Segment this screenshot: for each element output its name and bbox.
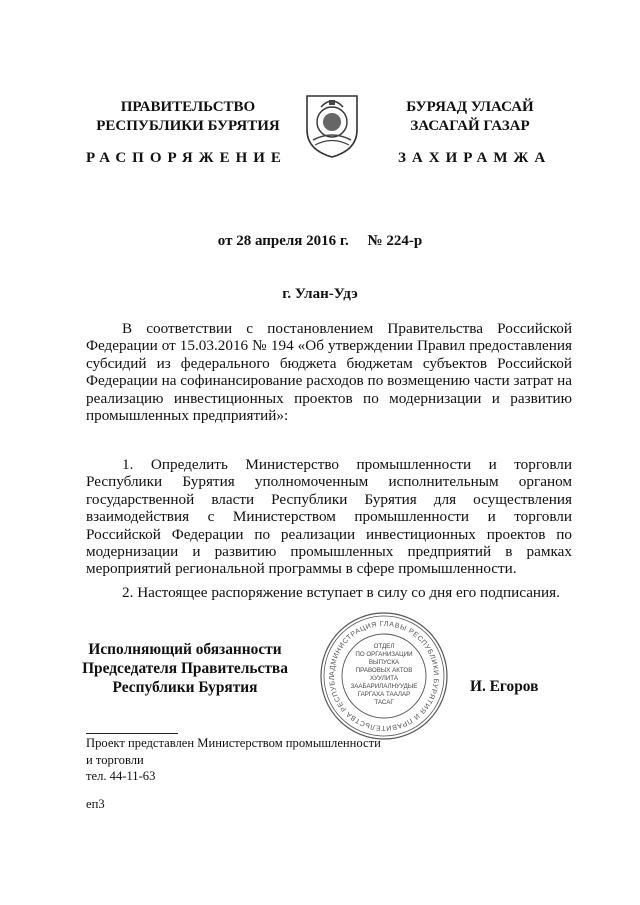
body-paragraph-1: В соответствии с постановлением Правительства Российской Федерации от 15.03.2016 № 194 «Об утверждении Правил предоставления субсидий из федерального бюджета бюджетам субъектов Российской Федерации на софинансирование расходов по возмещению части затрат на реализацию инвестиционных проектов по модернизации и развитию промышленных предприятий»: bbox=[86, 320, 572, 425]
footer-line3: тел. 44-11-63 bbox=[86, 769, 156, 783]
coat-of-arms-icon bbox=[299, 90, 365, 160]
header-bua-line1: БУРЯАД УЛАСАЙ bbox=[406, 99, 534, 115]
header-ru-line2: РЕСПУБЛИКИ БУРЯТИЯ bbox=[96, 118, 280, 134]
government-header-bua bbox=[385, 98, 555, 136]
stamp-line7: ГАРГАХА ТААЛАР bbox=[357, 691, 411, 698]
footer-note bbox=[86, 735, 381, 785]
date-number: от 28 апреля 2016 г. № 224-р bbox=[217, 233, 423, 249]
stamp-ring-text: АДМИНИСТРАЦИЯ ГЛАВЫ РЕСПУБЛИКИ БУРЯТИЯ И ПРАВИТЕЛЬСТВА РЕСПУБЛ bbox=[328, 620, 440, 732]
footer-divider bbox=[86, 733, 178, 734]
government-header-ru bbox=[78, 98, 298, 136]
body-paragraph-3: 2. Настоящее распоряжение вступает в силу со дня его подписания. bbox=[122, 584, 560, 601]
header-ru-line1: ПРАВИТЕЛЬСТВО bbox=[120, 99, 256, 115]
official-stamp bbox=[318, 610, 450, 742]
stamp-line3: ВЫПУСКА bbox=[368, 659, 400, 666]
footer-line2: и торговли bbox=[86, 752, 144, 767]
doc-type-ru: РАСПОРЯЖЕНИЕ bbox=[86, 150, 287, 166]
stamp-line8: ТАСАГ bbox=[374, 699, 394, 706]
body-paragraph-2: 1. Определить Министерство промышленности и торговли Республики Бурятия уполномоченным исполнительным органом государственной власти Республики Бурятия для осуществления взаимодействия с Министерством промышленности и торговли Российской Федерации по реализации инвестиционных проектов по модернизации и развитию промышленных предприятий в рамках мероприятий региональной программы в сфере промышленности. bbox=[86, 456, 572, 578]
stamp-line1: ОТДЕЛ bbox=[373, 643, 395, 650]
stamp-line6: ЗААБАРИЛАЛНУУДЫЕ bbox=[350, 683, 418, 690]
stamp-line4: ПРАВОВЫХ АКТОВ bbox=[355, 667, 413, 674]
signatory-title bbox=[70, 640, 300, 697]
stamp-line2: ПО ОРГАНИЗАЦИИ bbox=[355, 651, 413, 658]
signatory-title-line2: Председателя Правительства bbox=[82, 660, 288, 677]
header-bua-line2: ЗАСАГАЙ ГАЗАР bbox=[410, 118, 530, 134]
doc-type-bua: ЗАХИРАМЖА bbox=[398, 150, 552, 166]
signatory-title-line3: Республики Бурятия bbox=[112, 679, 258, 696]
stamp-line5: ХУУЛИТА bbox=[370, 675, 398, 682]
signatory-title-line1: Исполняющий обязанности bbox=[88, 641, 282, 658]
city: г. Улан-Удэ bbox=[282, 286, 358, 302]
document-code: еп3 bbox=[86, 797, 105, 811]
footer-line1: Проект представлен Министерством промышленности bbox=[86, 736, 381, 750]
signatory-name: И. Егоров bbox=[470, 678, 539, 695]
